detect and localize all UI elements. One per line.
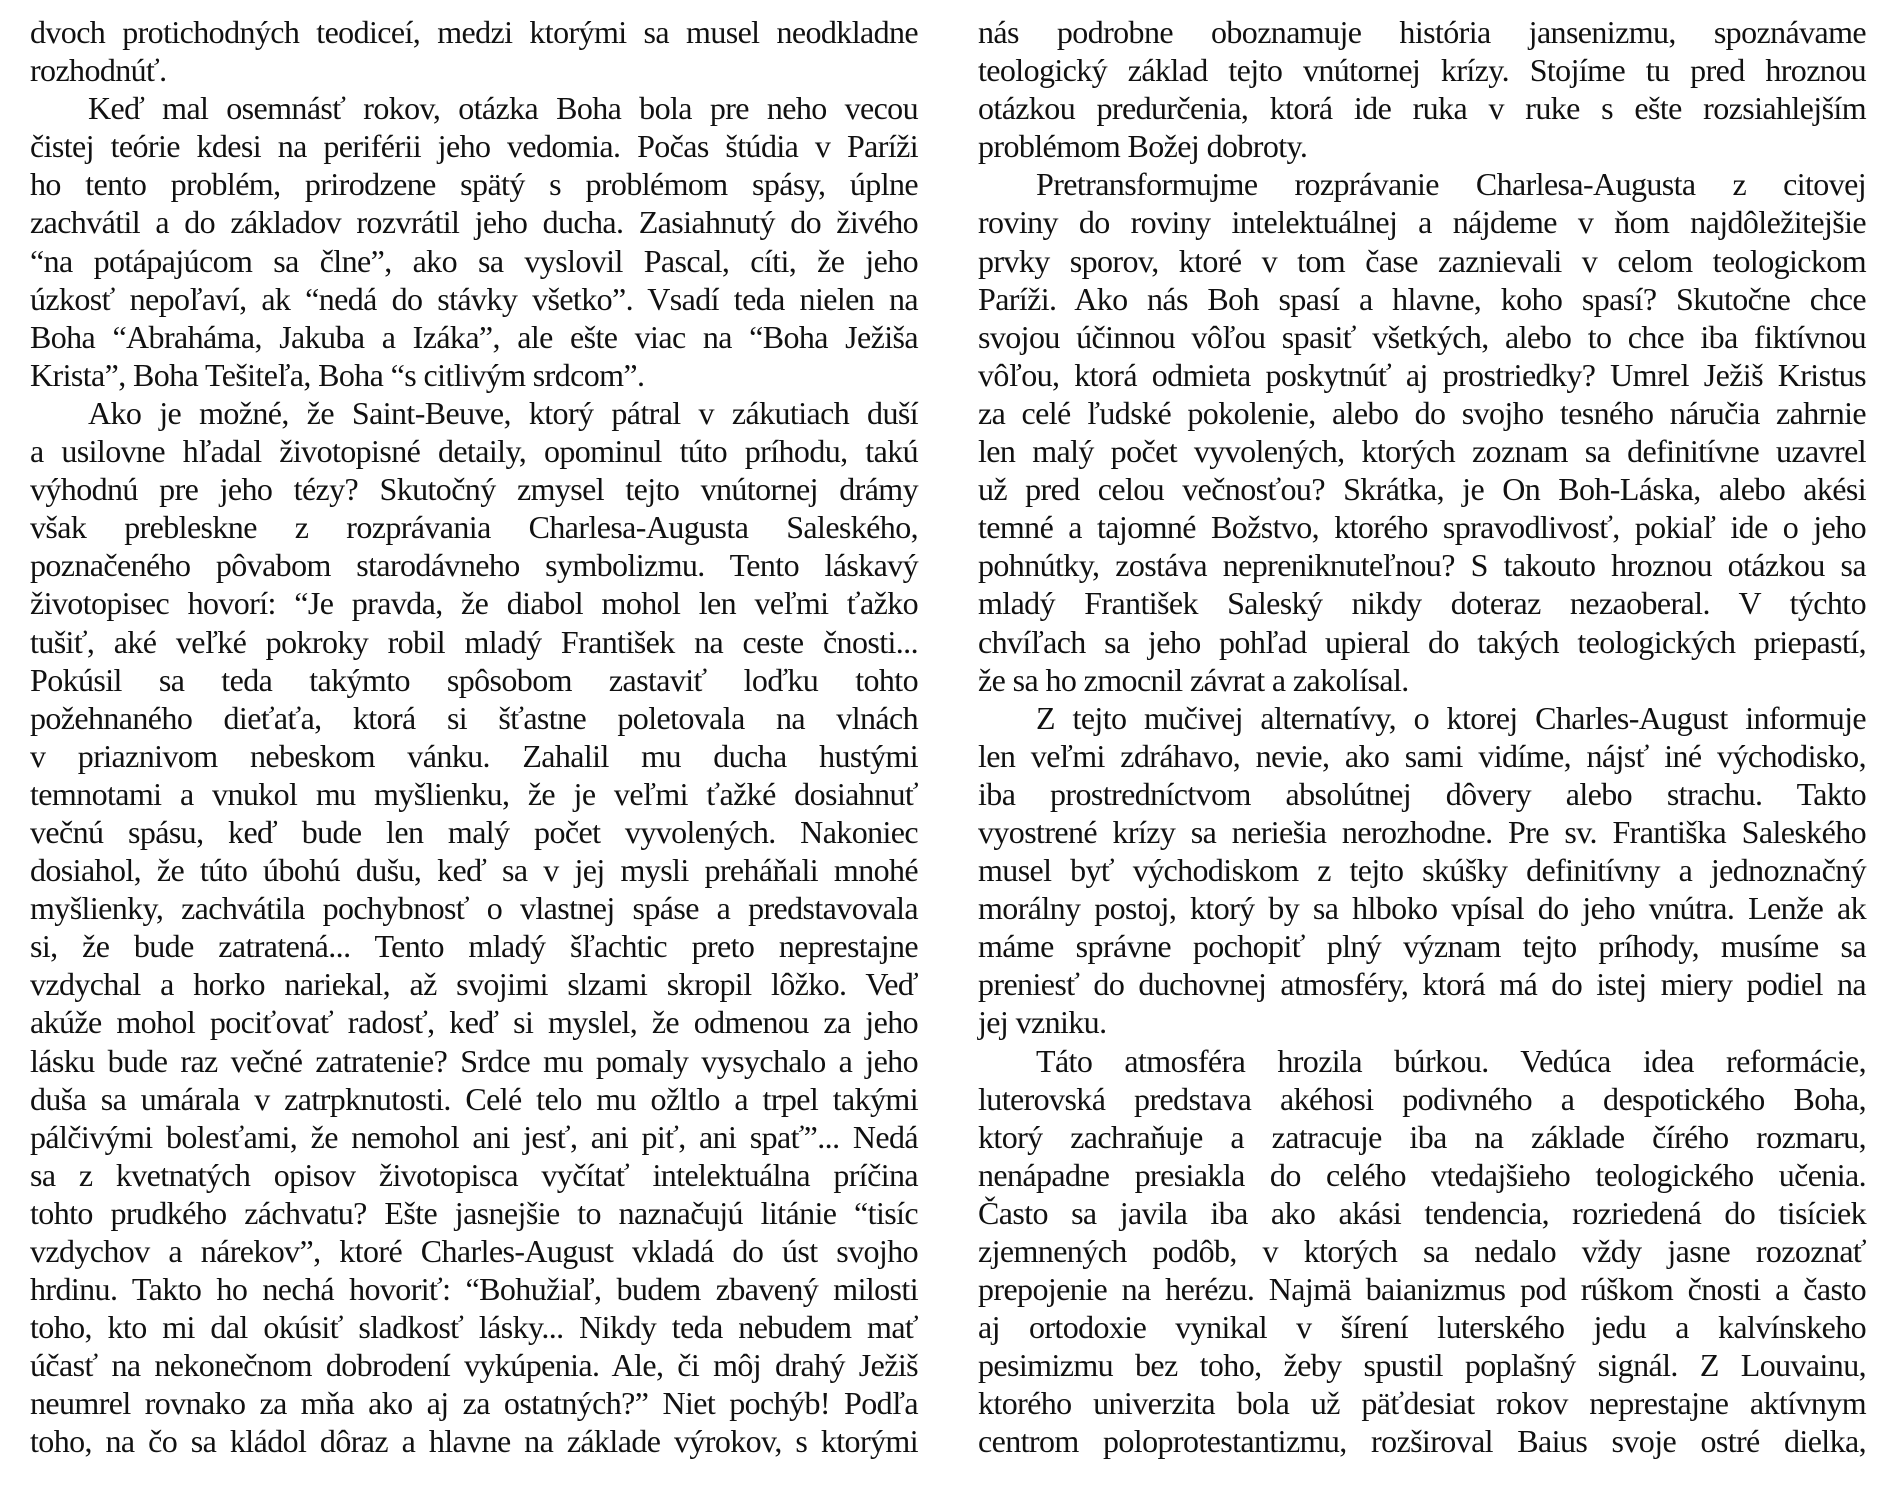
- text-line: toho, na čo sa kládol dôraz a hlavne na základe výrokov, s ktorými: [30, 1423, 918, 1460]
- text-line: luterovská predstava akéhosi podivného a despotického Boha,: [978, 1080, 1866, 1117]
- text-line: a usilovne hľadal životopisné detaily, opominul túto príhodu, takú: [30, 433, 918, 470]
- text-line: chvíľach sa jeho pohľad upieral do takých teologických priepastí,: [978, 623, 1866, 660]
- text-column-left: [30, 13, 918, 1461]
- text-line: Ako je možné, že Saint-Beuve, ktorý pátral v zákutiach duší: [88, 394, 918, 431]
- text-line: si, že bude zatratená... Tento mladý šľachtic preto neprestajne: [30, 928, 918, 965]
- text-line: poznačeného pôvabom starodávneho symbolizmu. Tento láskavý: [30, 547, 918, 584]
- text-line: lásku bude raz večné zatratenie? Srdce mu pomaly vysychalo a jeho: [30, 1042, 918, 1079]
- text-line: prepojenie na herézu. Najmä baianizmus pod rúškom čnosti a často: [978, 1271, 1866, 1308]
- text-column-right: [978, 13, 1866, 1461]
- text-line: len veľmi zdráhavo, nevie, ako sami vidíme, nájsť iné východisko,: [978, 737, 1866, 774]
- text-line: vzdychov a nárekov”, ktoré Charles-August vkladá do úst svojho: [30, 1233, 918, 1269]
- text-line: “na potápajúcom sa člne”, ako sa vyslovil Pascal, cíti, že jeho: [30, 242, 918, 279]
- text-line: nás podrobne oboznamuje história jansenizmu, spoznávame: [978, 14, 1866, 50]
- text-line: problémom Božej dobroty.: [978, 128, 1308, 165]
- text-line: jej vzniku.: [978, 1004, 1107, 1041]
- text-line: myšlienky, zachvátila pochybnosť o vlastnej spáse a predstavovala: [30, 890, 918, 927]
- text-line: ktorý zachraňuje a zatracuje iba na základe čírého rozmaru,: [978, 1118, 1866, 1155]
- text-line: hrdinu. Takto ho nechá hovoriť: “Bohužiaľ, budem zbavený milosti: [30, 1271, 918, 1308]
- text-line: duša sa umárala v zatrpknutosti. Celé telo mu ožltlo a trpel takými: [30, 1080, 918, 1117]
- text-line: požehnaného dieťaťa, ktorá si šťastne poletovala na vlnách: [30, 699, 918, 736]
- text-line: Často sa javila iba ako akási tendencia, rozriedená do tisíciek: [978, 1194, 1866, 1231]
- text-line: mladý František Saleský nikdy doteraz nezaoberal. V týchto: [978, 585, 1866, 622]
- text-line: ho tento problém, prirodzene spätý s problémom spásy, úplne: [30, 166, 918, 203]
- text-line: vôľou, ktorá odmieta poskytnúť aj prostriedky? Umrel Ježiš Kristus: [978, 356, 1866, 393]
- text-line: však prebleskne z rozprávania Charlesa-Augusta Saleského,: [30, 509, 918, 546]
- text-line: večnú spásu, keď bude len malý počet vyvolených. Nakoniec: [30, 813, 918, 850]
- text-line: Krista”, Boha Tešiteľa, Boha “s citlivým srdcom”.: [30, 356, 645, 393]
- text-line: roviny do roviny intelektuálnej a nájdeme v ňom najdôležitejšie: [978, 204, 1866, 241]
- text-line: dosiahol, že túto úbohú dušu, keď sa v jej mysli preháňali mnohé: [30, 852, 918, 889]
- text-line: temnotami a vnukol mu myšlienku, že je veľmi ťažké dosiahnuť: [30, 775, 918, 812]
- text-line: Pokúsil sa teda takýmto spôsobom zastaviť loďku tohto: [30, 661, 918, 698]
- text-line: Táto atmosféra hrozila búrkou. Vedúca idea reformácie,: [1036, 1042, 1866, 1079]
- text-line: ktorého univerzita bola už päťdesiat rokov neprestajne aktívnym: [978, 1385, 1866, 1422]
- text-line: toho, kto mi dal okúsiť sladkosť lásky... Nikdy teda nebudem mať: [30, 1309, 918, 1346]
- text-line: čistej teórie kdesi na periférii jeho vedomia. Počas štúdia v Paríži: [30, 128, 918, 165]
- text-line: morálny postoj, ktorý by sa hlboko vpísal do jeho vnútra. Lenže ak: [978, 890, 1866, 927]
- text-line: prvky sporov, ktoré v tom čase zaznievali v celom teologickom: [978, 242, 1866, 279]
- text-line: vyostrené krízy sa neriešia nerozhodne. Pre sv. Františka Saleského: [978, 813, 1866, 850]
- text-line: Z tejto mučivej alternatívy, o ktorej Charles-August informuje: [1036, 699, 1866, 736]
- text-line: už pred celou večnosťou? Skrátka, je On Boh-Láska, alebo akési: [978, 471, 1866, 508]
- text-line: Pretransformujme rozprávanie Charlesa-Augusta z citovej: [1036, 166, 1866, 203]
- text-line: len malý počet vyvolených, ktorých zoznam sa definitívne uzavrel: [978, 433, 1866, 470]
- text-line: pesimizmu bez toho, žeby spustil poplašný signál. Z Louvainu,: [978, 1347, 1866, 1384]
- text-line: rozhodnúť.: [30, 52, 167, 89]
- text-line: životopisec hovorí: “Je pravda, že diabol mohol len veľmi ťažko: [30, 585, 918, 622]
- text-line: svojou účinnou vôľou spasiť všetkých, alebo to chce iba fiktívnou: [978, 318, 1866, 355]
- text-line: tohto prudkého záchvatu? Ešte jasnejšie to naznačujú litánie “tisíc: [30, 1194, 918, 1231]
- text-line: akúže mohol pociťovať radosť, keď si myslel, že odmenou za jeho: [30, 1004, 918, 1041]
- text-line: účasť na nekonečnom dobrodení vykúpenia. Ale, či môj drahý Ježiš: [30, 1347, 918, 1384]
- text-line: za celé ľudské pokolenie, alebo do svojho tesného náručia zahrnie: [978, 394, 1866, 431]
- text-line: centrom poloprotestantizmu, rozširoval Baius svoje ostré dielka,: [978, 1423, 1866, 1460]
- text-line: úzkosť nepoľaví, ak “nedá do stávky všetko”. Vsadí teda nielen na: [30, 280, 918, 317]
- text-line: zjemnených podôb, v ktorých sa nedalo vždy jasne rozoznať: [978, 1233, 1866, 1269]
- text-line: máme správne pochopiť plný význam tejto príhody, musíme sa: [978, 928, 1866, 965]
- text-line: nenápadne presiakla do celého vtedajšieho teologického učenia.: [978, 1156, 1866, 1193]
- text-line: temné a tajomné Božstvo, ktorého spravodlivosť, pokiaľ ide o jeho: [978, 509, 1866, 546]
- text-line: Paríži. Ako nás Boh spasí a hlavne, koho spasí? Skutočne chce: [978, 280, 1866, 317]
- text-line: preniesť do duchovnej atmosféry, ktorá má do istej miery podiel na: [978, 966, 1866, 1003]
- text-line: Keď mal osemnásť rokov, otázka Boha bola pre neho vecou: [88, 90, 918, 127]
- text-line: tušiť, aké veľké pokroky robil mladý František na ceste čnosti...: [30, 623, 918, 660]
- text-line: otázkou predurčenia, ktorá ide ruka v ruke s ešte rozsiahlejším: [978, 90, 1866, 127]
- text-line: v priaznivom nebeskom vánku. Zahalil mu ducha hustými: [30, 737, 918, 774]
- text-line: neumrel rovnako za mňa ako aj za ostatných?” Niet pochýb! Podľa: [30, 1385, 918, 1422]
- text-line: výhodnú pre jeho tézy? Skutočný zmysel tejto vnútornej drámy: [30, 471, 918, 508]
- text-line: vzdychal a horko nariekal, až svojimi slzami skropil lôžko. Veď: [30, 966, 918, 1003]
- text-line: sa z kvetnatých opisov životopisca vyčítať intelektuálna príčina: [30, 1156, 918, 1193]
- text-line: dvoch protichodných teodiceí, medzi ktorými sa musel neodkladne: [30, 14, 918, 50]
- text-line: iba prostredníctvom absolútnej dôvery alebo strachu. Takto: [978, 775, 1866, 812]
- text-line: zachvátil a do základov rozvrátil jeho ducha. Zasiahnutý do živého: [30, 204, 918, 241]
- text-line: pohnútky, zostáva nepreniknuteľnou? S takouto hroznou otázkou sa: [978, 547, 1866, 584]
- text-line: teologický základ tejto vnútornej krízy. Stojíme tu pred hroznou: [978, 52, 1866, 89]
- text-line: že sa ho zmocnil závrat a zakolísal.: [978, 661, 1409, 698]
- text-line: Boha “Abraháma, Jakuba a Izáka”, ale ešte viac na “Boha Ježiša: [30, 318, 918, 355]
- text-line: musel byť východiskom z tejto skúšky definitívny a jednoznačný: [978, 852, 1866, 889]
- text-line: aj ortodoxie vynikal v šírení luterského jedu a kalvínskeho: [978, 1309, 1866, 1346]
- text-line: pálčivými bolesťami, že nemohol ani jesť, ani piť, ani spať”... Nedá: [30, 1118, 918, 1155]
